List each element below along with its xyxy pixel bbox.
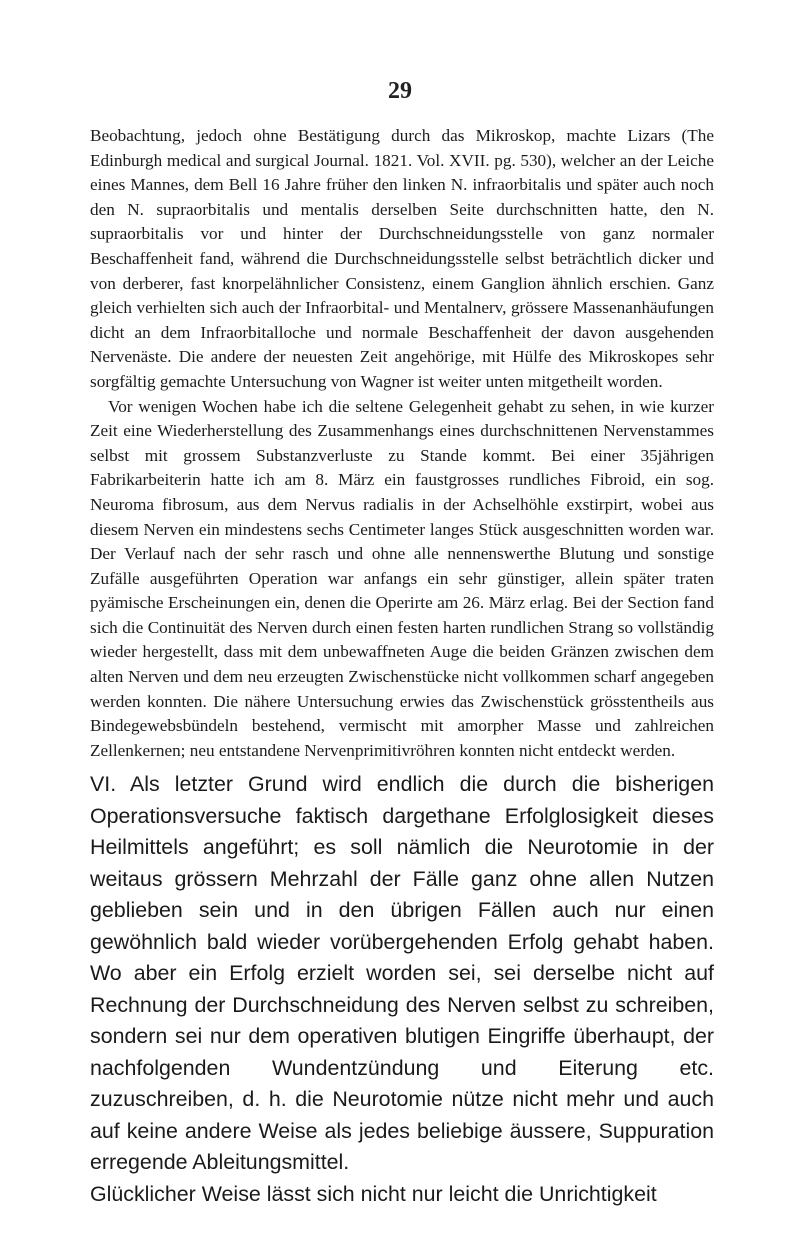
large-paragraph-1: VI. Als letzter Grund wird endlich die durch die bisherigen Operationsversuche faktisch dargethane Erfolglosigkeit dieses Heilmittels angeführt; es soll nämlich die Neurotomie in der weitaus grössern Mehrzahl der Fälle ganz ohne allen Nutzen geblieben sein und in den übrigen Fällen auch nur einen gewöhnlich bald wieder vorübergehenden Erfolg gehabt haben. Wo aber ein Erfolg erzielt worden sei, sei derselbe nicht auf Rechnung der Durchschneidung des Nerven selbst zu schreiben, sondern sei nur dem operativen blutigen Eingriffe überhaupt, der nachfolgenden Wundentzündung und Eiterung etc. zuzuschreiben, d. h. die Neurotomie nütze nicht mehr und auch auf keine andere Weise als jedes beliebige äussere, Suppuration erregende Ableitungsmittel.: [90, 772, 714, 1174]
small-paragraph-2: Vor wenigen Wochen habe ich die seltene Gelegenheit gehabt zu sehen, in wie kurzer Zeit eine Wiederherstellung des Zusammenhangs eines durchschnittenen Nervenstammes selbst mit grossem Substanzverluste zu Stande kommt. Bei einer 35jährigen Fabrikarbeiterin hatte ich am 8. März ein faustgrosses rundliches Fibroid, ein sog. Neuroma fibrosum, aus dem Nervus radialis in der Achselhöhle exstirpirt, wobei aus diesem Nerven ein mindestens sechs Centimeter langes Stück ausgeschnitten worden war. Der Verlauf nach der sehr rasch und ohne alle nennenswerthe Blutung und sonstige Zufälle ausgeführten Operation war anfangs ein sehr günstiger, allein später traten pyämische Erscheinungen ein, denen die Operirte am 26. März erlag. Bei der Section fand sich die Continuität des Nerven durch einen festen harten rundlichen Strang so vollständig wieder hergestellt, dass mit dem unbewaffneten Auge die beiden Gränzen zwischen dem alten Nerven und dem neu erzeugten Zwischenstücke nicht vollkommen scharf angegeben werden konnten. Die nähere Untersuchung erwies das Zwischenstück grösstentheils aus Bindegewebsbündeln bestehend, vermischt mit amorpher Masse und zahlreichen Zellenkernen; neu entstandene Nervenprimitivröhren konnten nicht entdeckt werden.: [90, 396, 714, 760]
small-paragraph-1: Beobachtung, jedoch ohne Bestätigung durch das Mikroskop, machte Lizars (The Edinburgh medical and surgical Journal. 1821. Vol. XVII. pg. 530), welcher an der Leiche eines Mannes, dem Bell 16 Jahre früher den linken N. infraorbitalis und später auch noch den N. supraorbitalis und mentalis derselben Seite durchschnitten hatte, den N. supraorbitalis vor und hinter der Durchschneidungsstelle von ganz normaler Beschaffenheit fand, während die Durchschneidungsstelle selbst beträchtlich dicker und von derberer, fast knorpelähnlicher Consistenz, einem Ganglion ähnlich erschien. Ganz gleich verhielten sich auch der Infraorbital- und Mentalnerv, grössere Massenanhäufungen dicht an dem Infraorbitalloche und normale Beschaffenheit der davon ausgehenden Nervenäste. Die andere der neuesten Zeit angehörige, mit Hülfe des Mikroskopes sehr sorgfältig gemachte Untersuchung von Wagner ist weiter unten mitgetheilt worden.: [90, 126, 714, 391]
large-paragraph-2: Glücklicher Weise lässt sich nicht nur leicht die Unrichtigkeit: [90, 1181, 657, 1206]
page-number: 29: [388, 78, 412, 104]
large-print-section: [90, 769, 714, 1210]
small-print-section: [90, 124, 714, 763]
